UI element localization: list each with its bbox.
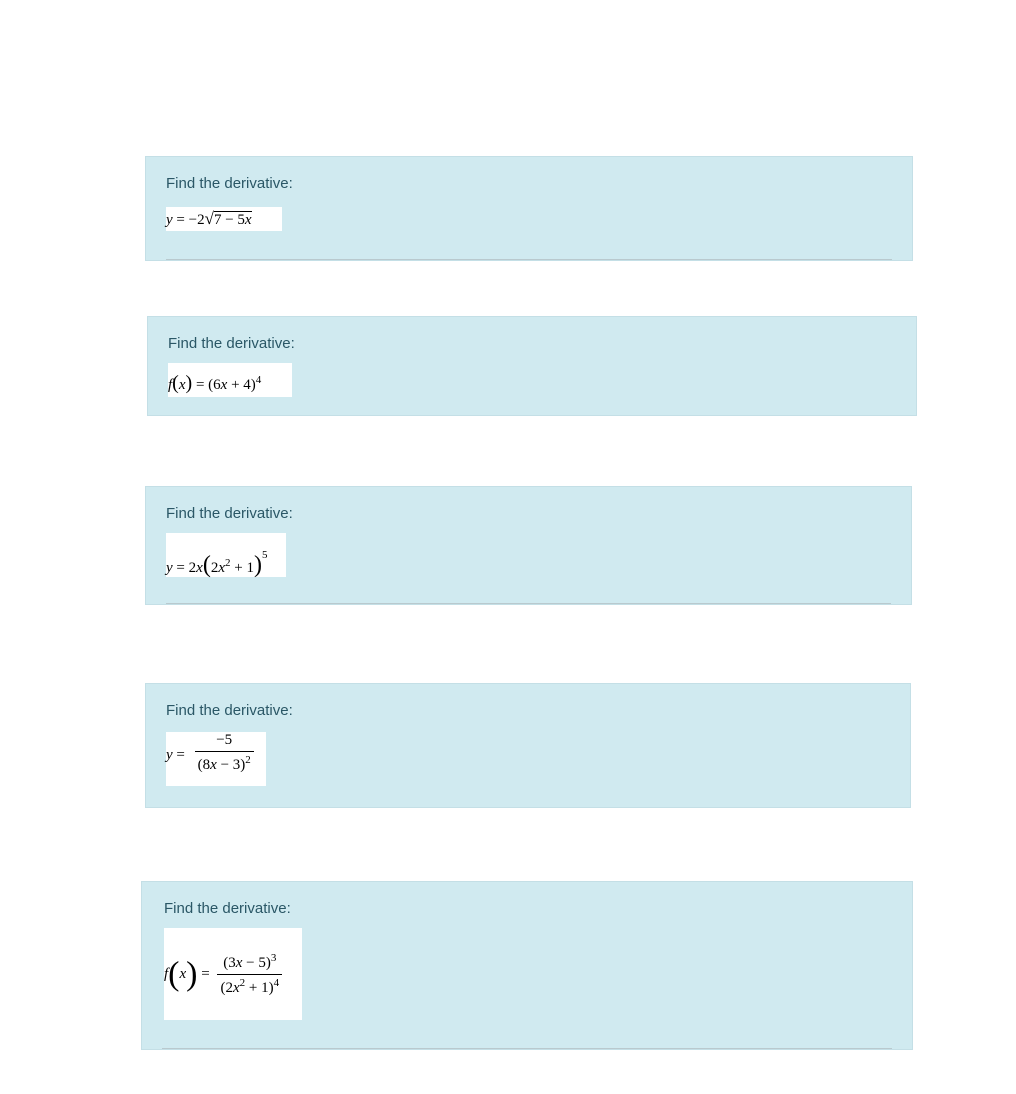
- math-expression: y = −2√7 − 5x: [166, 207, 282, 231]
- question-prompt: Find the derivative:: [166, 175, 293, 192]
- math-expression: $y = 2x(2x^2 + 1)^5$: [166, 533, 286, 577]
- divider: [166, 603, 891, 604]
- question-card: [145, 683, 911, 808]
- question-card: [145, 486, 912, 605]
- question-prompt: Find the derivative:: [164, 900, 291, 917]
- question-prompt: Find the derivative:: [166, 505, 293, 522]
- question-card: [145, 156, 913, 261]
- math-expression: $f(x) = (6x + 4)^4$: [168, 363, 292, 397]
- question-prompt: Find the derivative:: [166, 702, 293, 719]
- question-prompt: Find the derivative:: [168, 335, 295, 352]
- divider: [166, 259, 892, 260]
- math-expression: y = $\frac{-5}{(8x - 3)^2}$: [166, 732, 266, 786]
- question-card: [147, 316, 917, 416]
- question-card: [141, 881, 913, 1050]
- divider: [162, 1048, 892, 1049]
- math-expression: f(x) = $\frac{(3x - 5)^3}{(2x^2 + 1)^4}$: [164, 928, 302, 1020]
